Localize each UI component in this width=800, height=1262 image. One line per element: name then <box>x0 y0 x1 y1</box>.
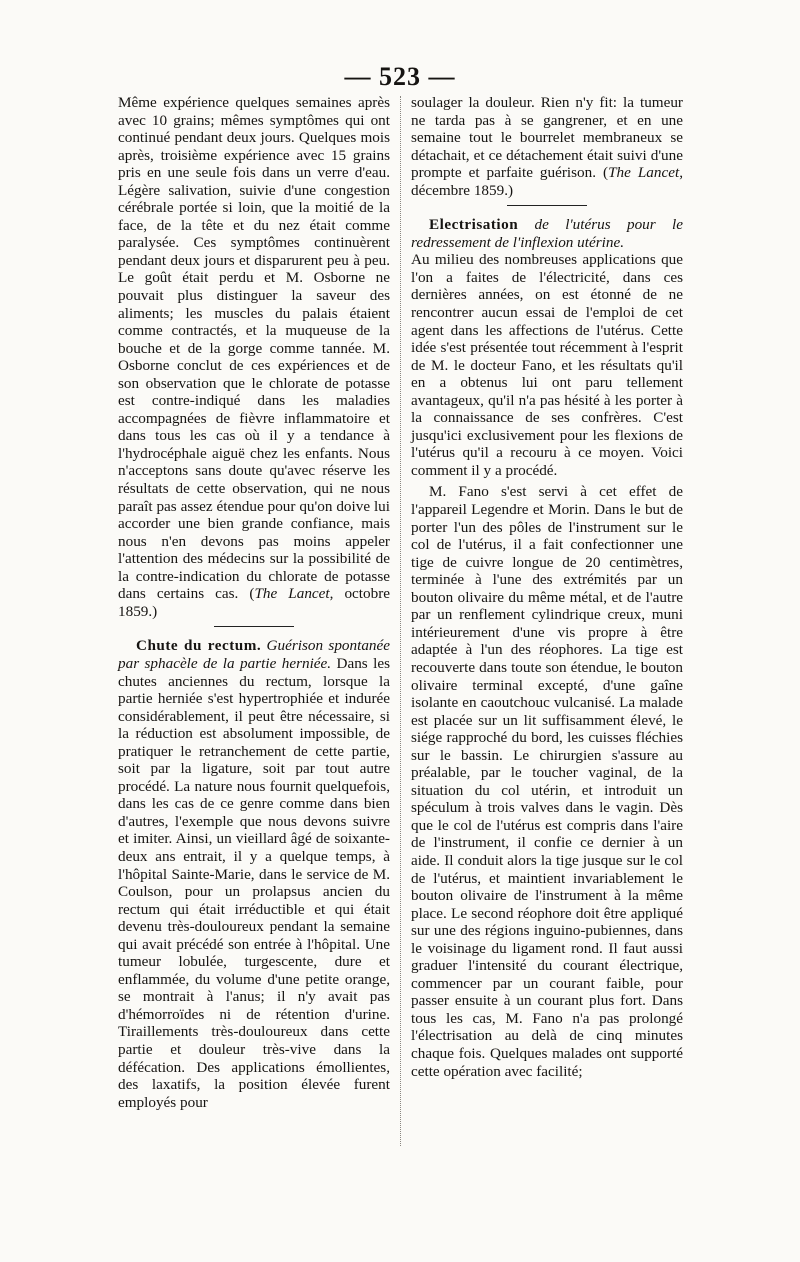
left-column <box>118 94 390 1111</box>
source-citation: The Lancet <box>254 585 330 603</box>
page-number: — 523 — <box>344 62 456 91</box>
article-electrisation-heading <box>411 216 683 251</box>
column-divider <box>400 96 402 1146</box>
paragraph-electrisation-procedure: M. Fano s'est servi à cet effet de l'appareil Legendre et Morin. Dans le but de porter l'un des pôles de l'instrument sur le col de l'utérus, il a fait confectionner une tige de cuivre longue de 20 centimètres, terminée à l'une des extrémités par un bouton olivaire du même métal, et de l'autre par un renflement cylindrique creux, muni intérieurement d'une vis propre à être adaptée à l'un des réophores. La tige est recouverte dans toute son étendue, le bouton olivaire terminal excepté, d'une gaîne isolante en caoutchouc vulcanisé. La malade est placée sur un lit suffisamment élevé, le siége rapproché du bord, les cuisses fléchies sur le bassin. Le chirurgien s'assure au préalable, par le toucher vaginal, de la situation du col utérin, et introduit un spéculum à trois valves dans le vagin. Dès que le col de l'utérus est compris dans l'aire de l'instrument, il confie ce dernier à un aide. Il conduit alors la tige jusque sur le col de l'utérus, et maintient invariablement le bouton olivaire de l'instrument à la même place. Le second réophore doit être appliqué sur une des régions inguino-pubiennes, dans le voisinage du ligament rond. Il faut aussi graduer l'intensité du courant électrique, commencer par un courant faible, pour passer ensuite à un courant plus fort. Dans tous les cas, M. Fano n'a pas prolongé l'électrisation au delà de cinq minutes chaque fois. Quelques malades ont supporté cette opération avec facilité; <box>411 483 683 1080</box>
source-citation: The Lancet <box>608 164 680 182</box>
paragraph-rectum-conclusion: soulager la douleur. Rien n'y fit: la tumeur ne tarda pas à se gangrener, et en une semaine tout le bourrelet membraneux se détachait, et ce détachement était suivi d'une prompte et parfaite guérison. (The Lancet, décembre 1859.) <box>411 94 683 199</box>
section-subheading: Guérison spontanée par sphacèle de la partie herniée. <box>118 637 390 672</box>
right-column <box>411 94 683 1080</box>
section-divider <box>214 626 294 627</box>
section-subheading: de l'utérus pour le redressement de l'inflexion utérine. <box>411 216 683 251</box>
section-heading: Chute du rectum. <box>136 637 262 655</box>
section-divider <box>507 205 587 206</box>
article-chute-du-rectum: Chute du rectum. Guérison spontanée par sphacèle de la partie herniée. Dans les chutes anciennes du rectum, lorsque la partie herniée s'est hypertrophiée et indurée considérablement, il peut être nécessaire, si la réduction est absolument impossible, de pratiquer le retranchement de cette partie, soit par la ligature, soit par tout autre procédé. La nature nous fournit quelquefois, dans les cas de ce genre comme dans bien d'autres, l'exemple que nous devons suivre et imiter. Ainsi, un vieillard âgé de soixante-deux ans entrait, il y a quelque temps, à l'hôpital Sainte-Marie, dans le service de M. Coulson, pour un prolapsus ancien du rectum qui était irréductible et qui était devenu très-douloureux pendant la semaine qui avait précédé son entrée à l'hôpital. Une tumeur lobulée, turgescente, dure et enflammée, du volume d'une petite orange, se montrait à l'anus; il n'y avait pas d'hémorroïdes ni de rétention d'urine. Tiraillements très-douloureux dans cette partie et douleur très-vive dans la défécation. Des applications émollientes, des laxatifs, la position élevée furent employés pour <box>118 637 390 1111</box>
paragraph-electrisation-intro: Au milieu des nombreuses applications que l'on a faites de l'électricité, dans ces dernières années, on est étonné de ne rencontrer aucun essai de l'emploi de cet agent dans les affections de l'utérus. Cette idée s'est présentée tout récemment à l'esprit de M. le docteur Fano, et les résultats qu'il en a obtenus lui ont paru tellement avantageux, qu'il n'a pas hésité à les porter à la connaissance de ses confrères. C'est jusqu'ici exclusivement pour les flexions de l'utérus qu'il a recouru à ce moyen. Voici comment il y a procédé. <box>411 251 683 479</box>
paragraph-chlorate-observation: Même expérience quelques semaines après avec 10 grains; mêmes symptômes qui ont continué pendant deux jours. Quelques mois après, troisième expérience avec 15 grains pris en une seule fois dans un verre d'eau. Légère salivation, suivie d'une congestion cérébrale portée si loin, que la moitié de la face, de la tête et du nez était comme paralysée. Ces symptômes continuèrent pendant deux jours et disparurent peu à peu. Le goût était perdu et M. Osborne ne pouvait plus distinguer la saveur des aliments; les muscles du palais étaient comme contractés, et la muqueuse de la bouche et de la gorge comme tannée. M. Osborne conclut de ces expériences et de son observation que le chlorate de potasse est contre-indiqué dans les maladies accompagnées de fièvre inflammatoire et dans tous les cas où il y a tendance à l'hydrocéphale aiguë chez les enfants. Nous n'acceptons sans doute qu'avec réserve les résultats de cette observation, qui ne nous paraît pas assez étendue pour qu'on doive lui accorder une bien grande confiance, mais nous n'en devons pas moins appeler l'attention des médecins sur la possibilité de la contre-indication du chlorate de potasse dans certains cas. (The Lancet, octobre 1859.) <box>118 94 391 620</box>
section-heading: Electrisation <box>429 216 519 234</box>
